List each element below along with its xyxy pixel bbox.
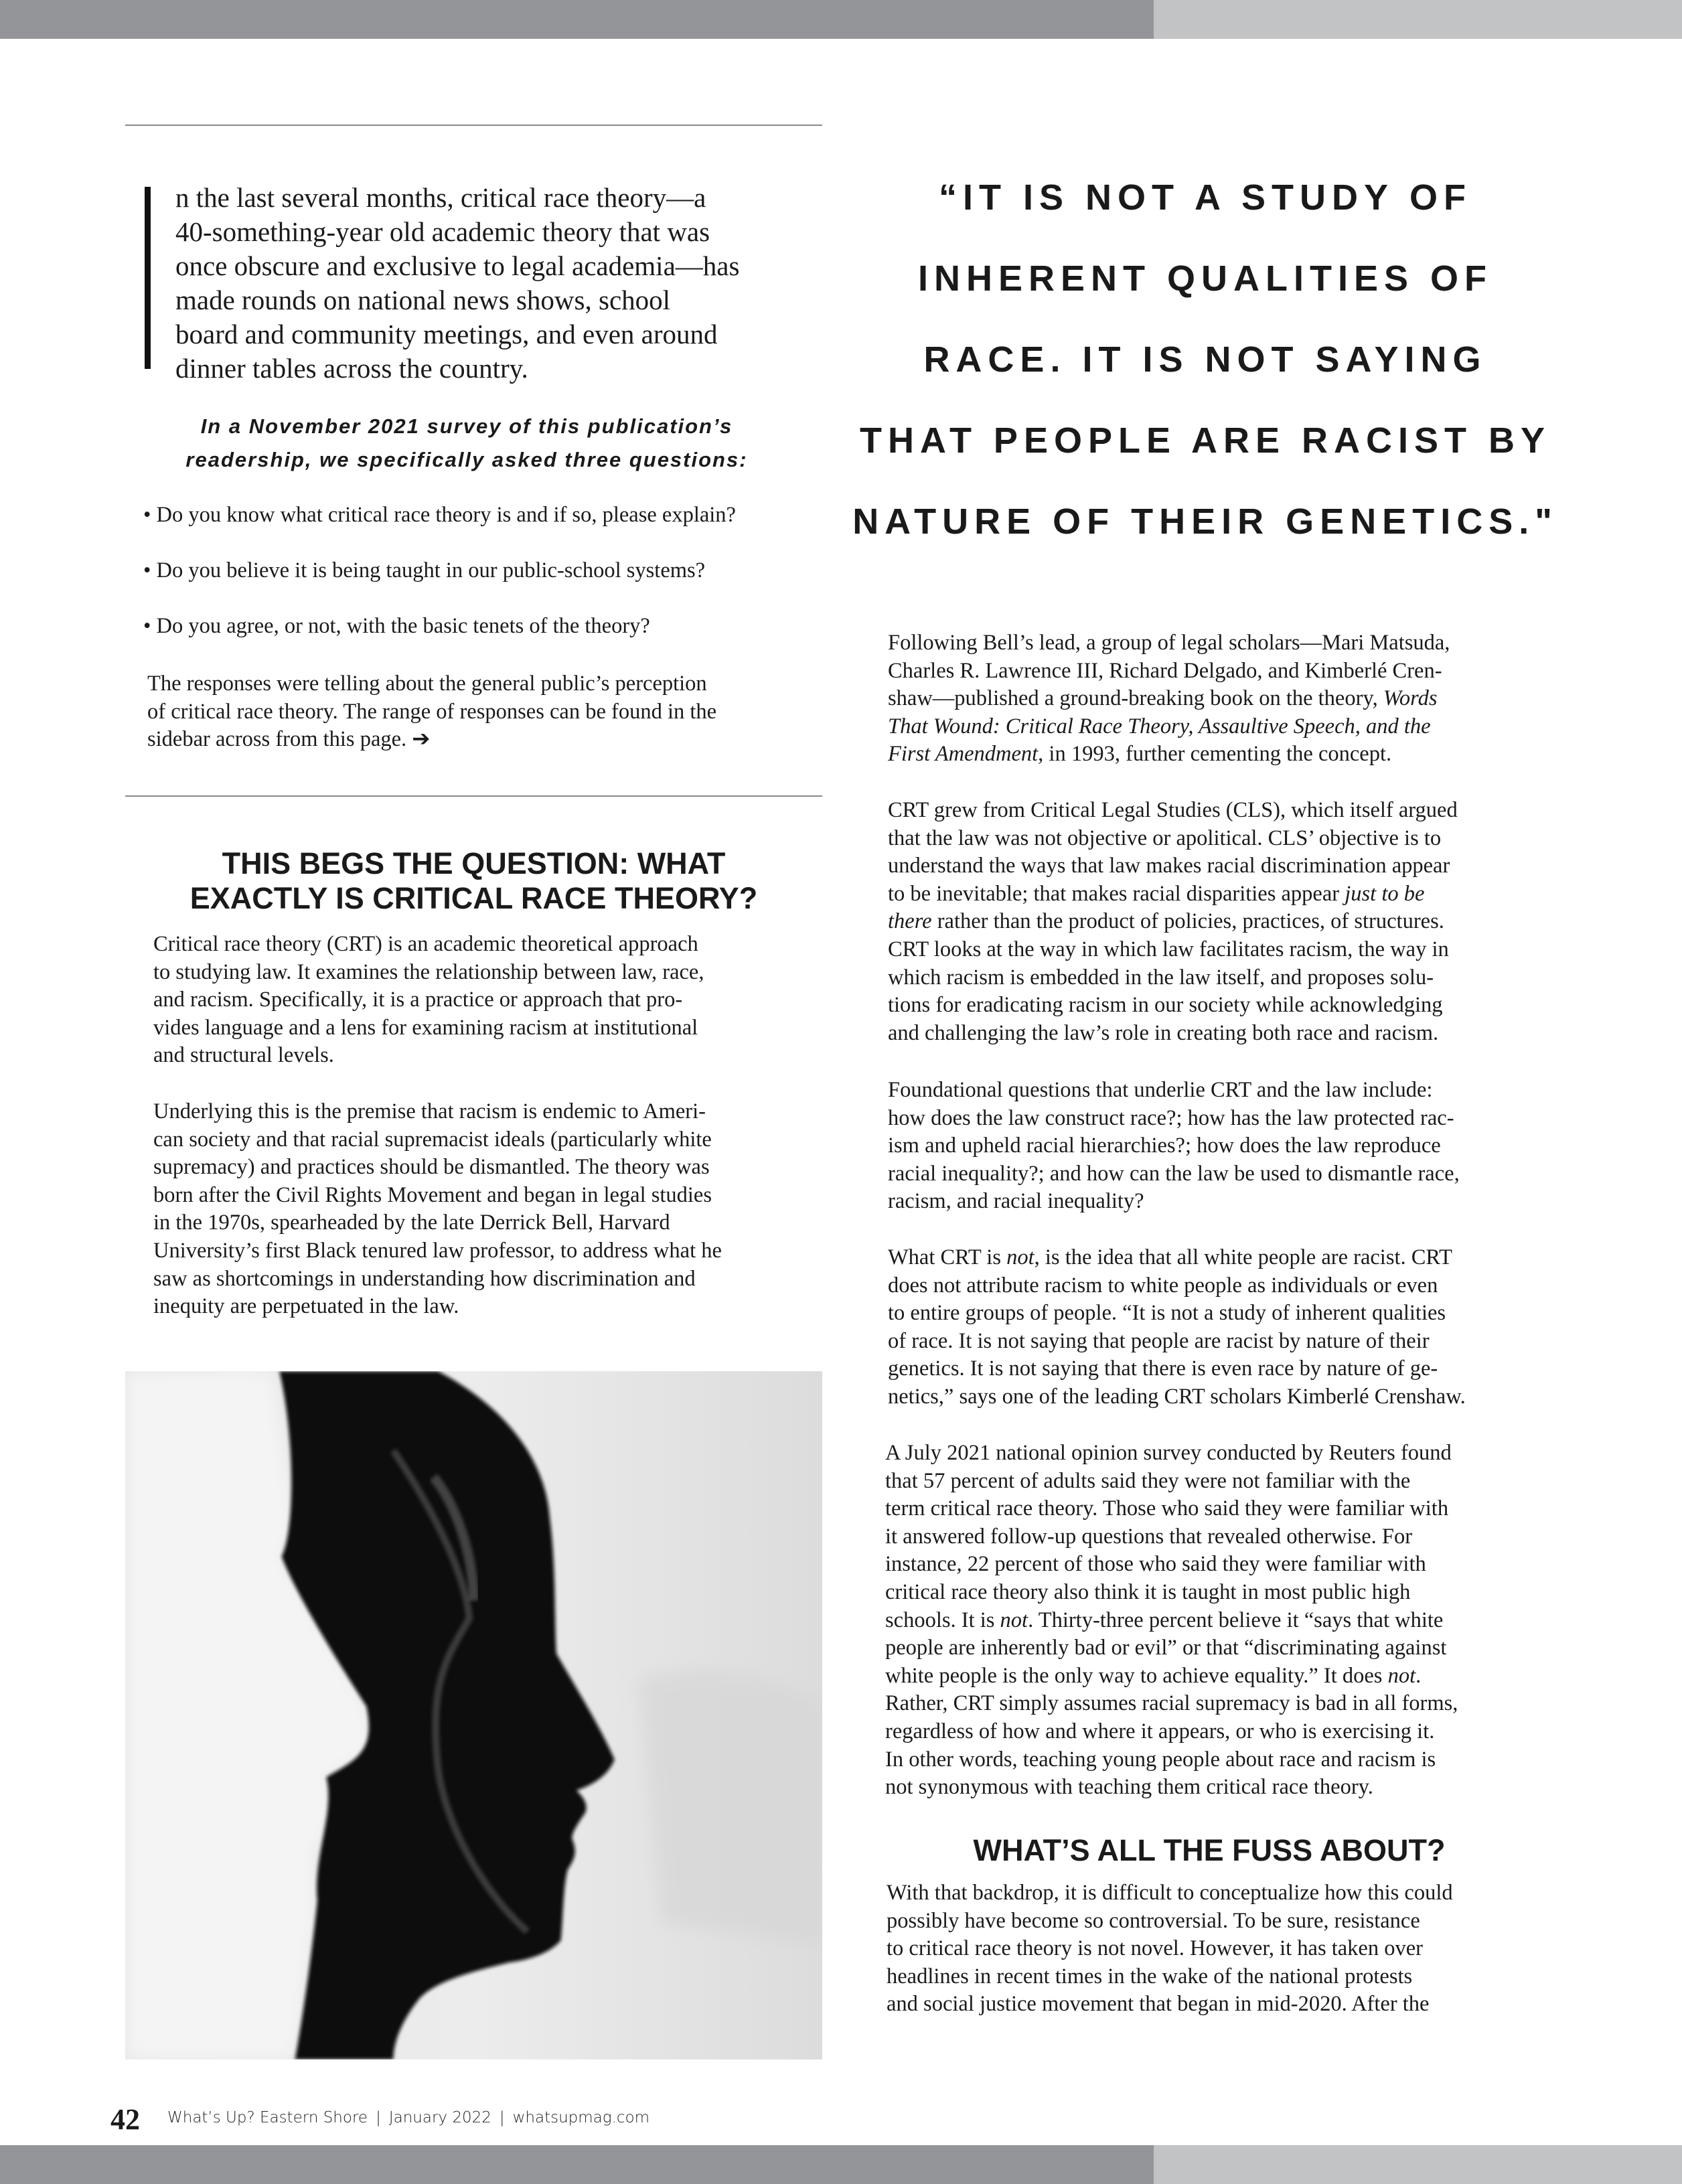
what-crt-is-not-paragraph xyxy=(888,1244,1466,1411)
text-line: Foundational questions that underlie CRT and the law include: xyxy=(888,1078,1433,1102)
text-line: once obscure and exclusive to legal academia—has xyxy=(175,250,740,281)
text-line xyxy=(888,685,1450,713)
text-line: Underlying this is the premise that racism is endemic to Ameri- xyxy=(153,1099,706,1123)
text-line: supremacy) and practices should be dismantled. The theory was xyxy=(153,1155,710,1180)
website-link[interactable]: whatsupmag.com xyxy=(512,2109,650,2126)
text-line: board and community meetings, and even around xyxy=(175,319,718,349)
survey-question-2: • Do you believe it is being taught in our public-school systems? xyxy=(143,558,706,582)
text-line: regardless of how and where it appears, or who is exercising it. xyxy=(885,1719,1435,1743)
text-line: Following Bell’s lead, a group of legal scholars—Mari Matsuda, xyxy=(888,631,1450,655)
text-line: In a November 2021 survey of this publication’s xyxy=(200,414,733,438)
italic-text: just to be xyxy=(1345,881,1425,906)
text-line: A July 2021 national opinion survey conducted by Reuters found xyxy=(885,1441,1452,1465)
section-rule xyxy=(125,795,822,797)
text-line: University’s first Black tenured law professor, to address what he xyxy=(153,1238,722,1263)
italic-text: Words xyxy=(1383,686,1438,711)
text-segment: . xyxy=(1416,1663,1422,1688)
italic-text: That Wound: Critical Race Theory, Assaultive Speech, and the xyxy=(888,714,1431,738)
page-number: 42 xyxy=(110,2103,140,2136)
text-segment: white people is the only way to achieve equality.” It does xyxy=(885,1663,1388,1688)
top-rule xyxy=(125,125,822,126)
text-line: genetics. It is not saying that there is even race by nature of ge- xyxy=(888,1356,1438,1381)
survey-question-3: • Do you agree, or not, with the basic tenets of the theory? xyxy=(143,614,650,638)
text-line: that 57 percent of adults said they were not familiar with the xyxy=(885,1468,1411,1493)
text-line: Rather, CRT simply assumes racial supremacy is bad in all forms, xyxy=(885,1691,1458,1716)
text-line: critical race theory also think it is taught in most public high xyxy=(885,1579,1411,1604)
text-segment: , in 1993, further cementing the concept. xyxy=(1038,742,1392,767)
italic-text: not xyxy=(1387,1663,1416,1688)
text-line: CRT looks at the way in which law facilitates racism, the way in xyxy=(888,937,1449,961)
text-line: how does the law construct race?; how has the law protected rac- xyxy=(888,1105,1454,1130)
text-line: not synonymous with teaching them critical race theory. xyxy=(885,1775,1373,1800)
text-line: EXACTLY IS CRITICAL RACE THEORY? xyxy=(189,881,758,915)
text-line: to studying law. It examines the relationship between law, race, xyxy=(153,959,704,984)
text-line: in the 1970s, spearheaded by the late Derrick Bell, Harvard xyxy=(153,1211,670,1235)
publication-name: What’s Up? Eastern Shore xyxy=(167,2109,368,2126)
text-line xyxy=(885,1607,1458,1635)
text-line: does not attribute racism to white people as individuals or even xyxy=(888,1273,1438,1298)
text-line: saw as shortcomings in understanding how discrimination and xyxy=(153,1266,696,1291)
text-line xyxy=(888,1244,1466,1272)
text-line: to entire groups of people. “It is not a study of inherent qualities xyxy=(888,1301,1446,1326)
text-line: NATURE OF THEIR GENETICS." xyxy=(852,501,1558,542)
text-line: sidebar across from this page. ➔ xyxy=(147,727,431,752)
text-line: The responses were telling about the general public’s perception xyxy=(147,672,707,696)
text-line xyxy=(888,908,1458,936)
text-segment: What CRT is xyxy=(888,1245,1007,1269)
text-segment: schools. It is xyxy=(885,1608,1000,1632)
text-line: can society and that racial supremacist ideals (particularly white xyxy=(153,1127,712,1152)
text-segment: shaw—published a ground-breaking book on the theory, xyxy=(888,686,1383,711)
text-line: THIS BEGS THE QUESTION: WHAT xyxy=(222,846,726,880)
text-line: understand the ways that law makes racial discrimination appear xyxy=(888,854,1450,878)
text-line: In other words, teaching young people about race and racism is xyxy=(885,1747,1436,1772)
footer-separator: | xyxy=(376,2109,381,2126)
text-line: inequity are perpetuated in the law. xyxy=(153,1294,459,1319)
text-line: people are inherently bad or evil” or that “discriminating against xyxy=(885,1636,1447,1660)
text-line: INHERENT QUALITIES OF xyxy=(917,258,1493,299)
intro-paragraph xyxy=(175,181,739,386)
italic-text: not xyxy=(1006,1245,1035,1269)
bell-followers-paragraph xyxy=(888,629,1450,769)
responses-paragraph xyxy=(147,670,716,754)
text-segment: to be inevitable; that makes racial disparities appear xyxy=(888,881,1345,906)
survey-intro xyxy=(125,410,808,477)
text-line xyxy=(888,740,1450,769)
crt-definition-paragraph xyxy=(153,931,704,1070)
text-line: born after the Civil Rights Movement and began in legal studies xyxy=(153,1182,712,1207)
text-line: term critical race theory. Those who said they were familiar with xyxy=(885,1496,1449,1521)
italic-text: First Amendment xyxy=(888,742,1039,767)
issue-date: January 2022 xyxy=(388,2109,491,2126)
reuters-survey-paragraph xyxy=(885,1439,1458,1802)
text-line: RACE. IT IS NOT SAYING xyxy=(923,339,1487,380)
foundational-questions-paragraph xyxy=(888,1077,1460,1216)
text-line: Critical race theory (CRT) is an academic theoretical approach xyxy=(153,932,698,956)
text-line: With that backdrop, it is difficult to conceptualize how this could xyxy=(887,1881,1453,1905)
text-line: and racism. Specifically, it is a practice or approach that pro- xyxy=(153,988,683,1012)
text-line: “IT IS NOT A STUDY OF xyxy=(938,177,1472,218)
italic-text: there xyxy=(888,909,932,934)
italic-text: not xyxy=(1000,1608,1028,1632)
bottom-bar-dark xyxy=(0,2145,1154,2184)
text-line: and challenging the law’s role in creating both race and racism. xyxy=(888,1020,1439,1045)
top-bar-light xyxy=(1154,0,1682,39)
text-segment: . Thirty-three percent believe it “says that white xyxy=(1028,1608,1444,1632)
top-bar-dark xyxy=(0,0,1154,39)
text-line: of critical race theory. The range of responses can be found in the xyxy=(147,699,717,724)
section-heading-what-is-crt xyxy=(125,846,822,916)
text-segment: rather than the product of policies, practices, of structures. xyxy=(931,909,1444,934)
text-line xyxy=(888,713,1450,741)
text-line: THAT PEOPLE ARE RACIST BY xyxy=(859,420,1551,461)
text-segment: , is the idea that all white people are racist. CRT xyxy=(1034,1245,1453,1269)
text-line: which racism is embedded in the law itself, and proposes solu- xyxy=(888,965,1434,990)
text-line: racial inequality?; and how can the law be used to dismantle race, xyxy=(888,1161,1460,1186)
survey-question-1: • Do you know what critical race theory is and if so, please explain? xyxy=(143,503,736,527)
crt-origin-paragraph xyxy=(153,1098,722,1321)
text-line xyxy=(885,1662,1458,1691)
text-line: made rounds on national news shows, school xyxy=(175,285,671,315)
text-line: CRT grew from Critical Legal Studies (CLS), which itself argued xyxy=(888,798,1458,822)
black-face-profile-illustration xyxy=(125,1371,822,2059)
text-line: headlines in recent times in the wake of the national protests xyxy=(887,1964,1413,1988)
section-heading-fuss xyxy=(874,1833,1544,1868)
text-line: dinner tables across the country. xyxy=(175,353,528,384)
backdrop-paragraph xyxy=(887,1879,1453,2019)
text-line: and structural levels. xyxy=(153,1043,334,1068)
drop-cap xyxy=(145,187,151,369)
text-line: readership, we specifically asked three questions: xyxy=(185,448,748,471)
text-line: to critical race theory is not novel. However, it has taken over xyxy=(887,1936,1423,1961)
pull-quote xyxy=(837,157,1574,562)
text-line: WHAT’S ALL THE FUSS ABOUT? xyxy=(973,1833,1446,1867)
text-line xyxy=(888,880,1458,909)
text-line: ism and upheld racial hierarchies?; how does the law reproduce xyxy=(888,1134,1441,1158)
text-line: tions for eradicating racism in our society while acknowledging xyxy=(888,993,1443,1018)
text-line: Charles R. Lawrence III, Richard Delgado, and Kimberlé Cren- xyxy=(888,658,1442,683)
profile-silhouette-image xyxy=(125,1371,822,2059)
footer-credits xyxy=(167,2109,649,2126)
text-line: instance, 22 percent of those who said they were familiar with xyxy=(885,1552,1426,1577)
text-line: racism, and racial inequality? xyxy=(888,1189,1144,1214)
text-line: and social justice movement that began in mid-2020. After the xyxy=(887,1992,1430,2017)
text-line: 40-something-year old academic theory that was xyxy=(175,216,710,247)
text-line: it answered follow-up questions that revealed otherwise. For xyxy=(885,1524,1413,1549)
text-line: possibly have become so controversial. To be sure, resistance xyxy=(887,1908,1420,1933)
text-line: vides language and a lens for examining racism at institutional xyxy=(153,1015,698,1040)
text-line: n the last several months, critical race theory—a xyxy=(175,182,706,213)
bottom-bar-light xyxy=(1154,2145,1682,2184)
footer-separator: | xyxy=(499,2109,505,2126)
text-line: of race. It is not saying that people are racist by nature of their xyxy=(888,1328,1430,1353)
text-line: that the law was not objective or apolitical. CLS’ objective is to xyxy=(888,826,1442,850)
cls-paragraph xyxy=(888,797,1458,1047)
text-line: netics,” says one of the leading CRT scholars Kimberlé Crenshaw. xyxy=(888,1384,1466,1409)
